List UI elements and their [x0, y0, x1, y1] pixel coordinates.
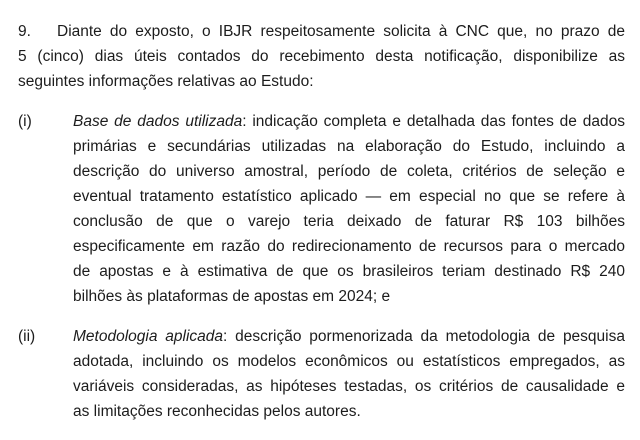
item-ii-line-2: adotada, incluindo os modelos econômicos ou estatísticos empregados, as: [73, 353, 625, 370]
paragraph-9: [18, 19, 625, 94]
item-i-lead-italic: Base de dados utilizada: [73, 113, 243, 130]
list-item-i-label: (i): [18, 113, 32, 130]
item-ii-line-3: variáveis consideradas, as hipóteses testadas, os critérios de causalidade e: [73, 378, 625, 395]
paragraph-9-line-2: 5 (cinco) dias úteis contados do recebimento desta notificação, disponibilize as: [18, 48, 625, 65]
paragraph-9-line-1: [18, 19, 625, 44]
item-i-line-7: de apostas e à estimativa de que os brasileiros teriam destinado R$ 240: [73, 263, 625, 280]
list-item-ii-label: (ii): [18, 328, 36, 345]
item-ii-line-1-rest: : descrição pormenorizada da metodologia de pesquisa: [223, 328, 625, 345]
item-ii-line-4: as limitações reconhecidas pelos autores.: [73, 403, 361, 420]
item-i-line-4: eventual tratamento estatístico aplicado — em especial no que se refere à: [73, 188, 625, 205]
item-ii-lead-italic: Metodologia aplicada: [73, 328, 224, 345]
item-i-line-6: especificamente em razão do redirecionamento de recursos para o mercado: [73, 238, 625, 255]
item-i-line-5: conclusão de que o varejo teria deixado de faturar R$ 103 bilhões: [73, 213, 625, 230]
item-i-line-2: primárias e secundárias utilizadas na elaboração do Estudo, incluindo a: [73, 138, 625, 155]
item-i-line-1-rest: : indicação completa e detalhada das fontes de dados: [242, 113, 625, 130]
list-item-i: [18, 109, 625, 309]
item-i-line-3: descrição do universo amostral, período de coleta, critérios de seleção e: [73, 163, 625, 180]
item-i-line-1: [73, 109, 625, 134]
item-ii-line-1: [73, 324, 625, 349]
item-i-line-8: bilhões às plataformas de apostas em 2024; e: [73, 288, 391, 305]
list-item-ii: [18, 324, 625, 424]
paragraph-number: 9.: [18, 23, 31, 40]
paragraph-9-text-1: Diante do exposto, o IBJR respeitosamente solicita à CNC que, no prazo de: [57, 23, 625, 40]
paragraph-9-line-3: seguintes informações relativas ao Estudo:: [18, 73, 314, 90]
